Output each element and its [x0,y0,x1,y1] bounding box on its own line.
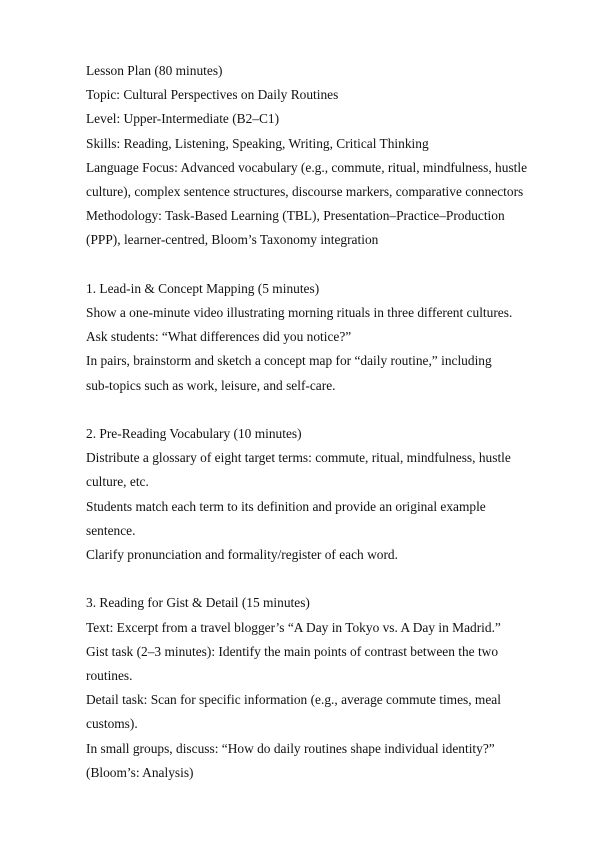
section-line: Gist task (2–3 minutes): Identify the main points of contrast between the two [86,643,499,659]
section-line: (Bloom’s: Analysis) [86,764,194,780]
lesson-header [86,59,566,253]
section-line: Students match each term to its definition and provide an original example [86,498,486,514]
paragraph-spacer [86,253,566,277]
paragraph-spacer [86,567,566,591]
methodology-line: (PPP), learner-centred, Bloom’s Taxonomy integration [86,232,379,248]
level-line: Level: Upper-Intermediate (B2–C1) [86,111,280,127]
section-line: sentence. [86,522,136,538]
section-line: customs). [86,716,138,732]
section-line: routines. [86,668,133,684]
skills-line: Skills: Reading, Listening, Speaking, Writing, Critical Thinking [86,135,429,151]
section-line: Show a one-minute video illustrating morning rituals in three different cultures. [86,305,513,321]
paragraph-spacer [86,398,566,422]
section-line: Text: Excerpt from a travel blogger’s “A Day in Tokyo vs. A Day in Madrid.” [86,619,501,635]
section-heading: 2. Pre-Reading Vocabulary (10 minutes) [86,426,302,442]
section-line: Detail task: Scan for specific information (e.g., average commute times, meal [86,692,501,708]
section-line: In pairs, brainstorm and sketch a concept map for “daily routine,” including [86,353,492,369]
section-line: sub-topics such as work, leisure, and self-care. [86,377,336,393]
language-focus-line: culture), complex sentence structures, discourse markers, comparative connectors [86,184,524,200]
section-heading: 3. Reading for Gist & Detail (15 minutes) [86,595,310,611]
document-title: Lesson Plan (80 minutes) [86,63,223,78]
topic-line: Topic: Cultural Perspectives on Daily Routines [86,87,339,103]
language-focus-line: Language Focus: Advanced vocabulary (e.g., commute, ritual, mindfulness, hustle [86,159,528,175]
section-line: Ask students: “What differences did you notice?” [86,329,352,345]
section-line: culture, etc. [86,474,149,490]
section-reading [86,591,566,785]
section-line: Clarify pronunciation and formality/register of each word. [86,547,398,563]
section-heading: 1. Lead-in & Concept Mapping (5 minutes) [86,280,320,296]
document-page [86,59,566,785]
section-pre-reading [86,422,566,567]
section-line: Distribute a glossary of eight target terms: commute, ritual, mindfulness, hustle [86,450,511,466]
methodology-line: Methodology: Task-Based Learning (TBL), Presentation–Practice–Production [86,208,505,224]
section-lead-in [86,277,566,398]
section-line: In small groups, discuss: “How do daily routines shape individual identity?” [86,740,495,756]
